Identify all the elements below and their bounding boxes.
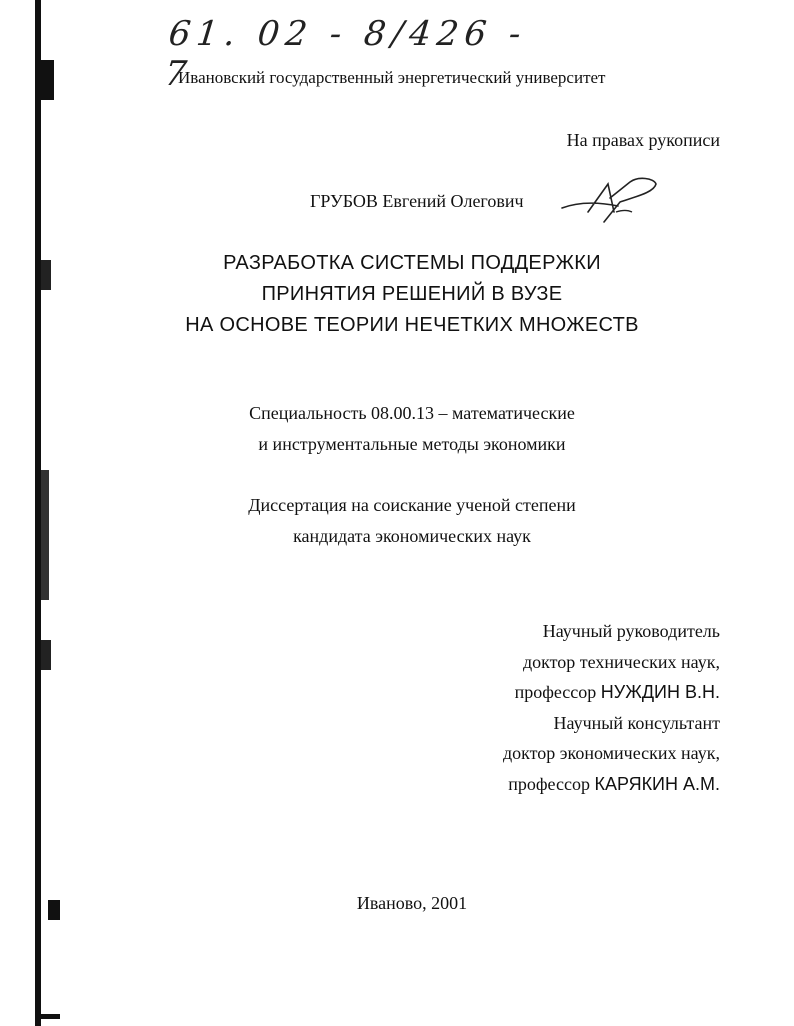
city-year: Иваново, 2001 [356, 893, 468, 913]
title-line-3: НА ОСНОВЕ ТЕОРИИ НЕЧЕТКИХ МНОЖЕСТВ [185, 314, 639, 336]
degree-line-1: Диссертация на соискание ученой степени [248, 495, 576, 515]
handwritten-archive-code: 61. 02 - 8/426 - 7 [162, 14, 529, 94]
consultant-title: профессор [508, 773, 590, 794]
title-line-2: ПРИНЯТИЯ РЕШЕНИЙ В ВУЗЕ [261, 283, 563, 305]
degree-block [0, 490, 794, 552]
specialty-line-1: Специальность 08.00.13 – математические [249, 403, 575, 423]
consultant-line [503, 769, 720, 800]
advisors-block [503, 616, 720, 799]
dissertation-title [0, 248, 794, 341]
supervisor-title: профессор [514, 682, 597, 702]
supervisor-role: Научный руководитель [542, 621, 720, 641]
author-signature [558, 172, 668, 232]
consultant-degree: доктор экономических наук, [503, 743, 720, 763]
specialty-block [0, 398, 794, 460]
author-name: ГРУБОВ Евгений Олегович [310, 191, 524, 211]
supervisor-line [503, 677, 720, 708]
title-line-1: РАЗРАБОТКА СИСТЕМЫ ПОДДЕРЖКИ [223, 252, 601, 274]
supervisor-name: НУЖДИН В.Н. [600, 682, 720, 702]
consultant-role: Научный консультант [553, 712, 720, 733]
university-name: Ивановский государственный энергетический университет [178, 68, 606, 87]
consultant-name: КАРЯКИН А.М. [594, 773, 720, 794]
manuscript-rights-note: На правах рукописи [566, 130, 720, 150]
degree-line-2: кандидата экономических наук [293, 526, 531, 546]
supervisor-degree: доктор технических наук, [523, 651, 720, 672]
specialty-line-2: и инструментальные методы экономики [258, 434, 566, 454]
